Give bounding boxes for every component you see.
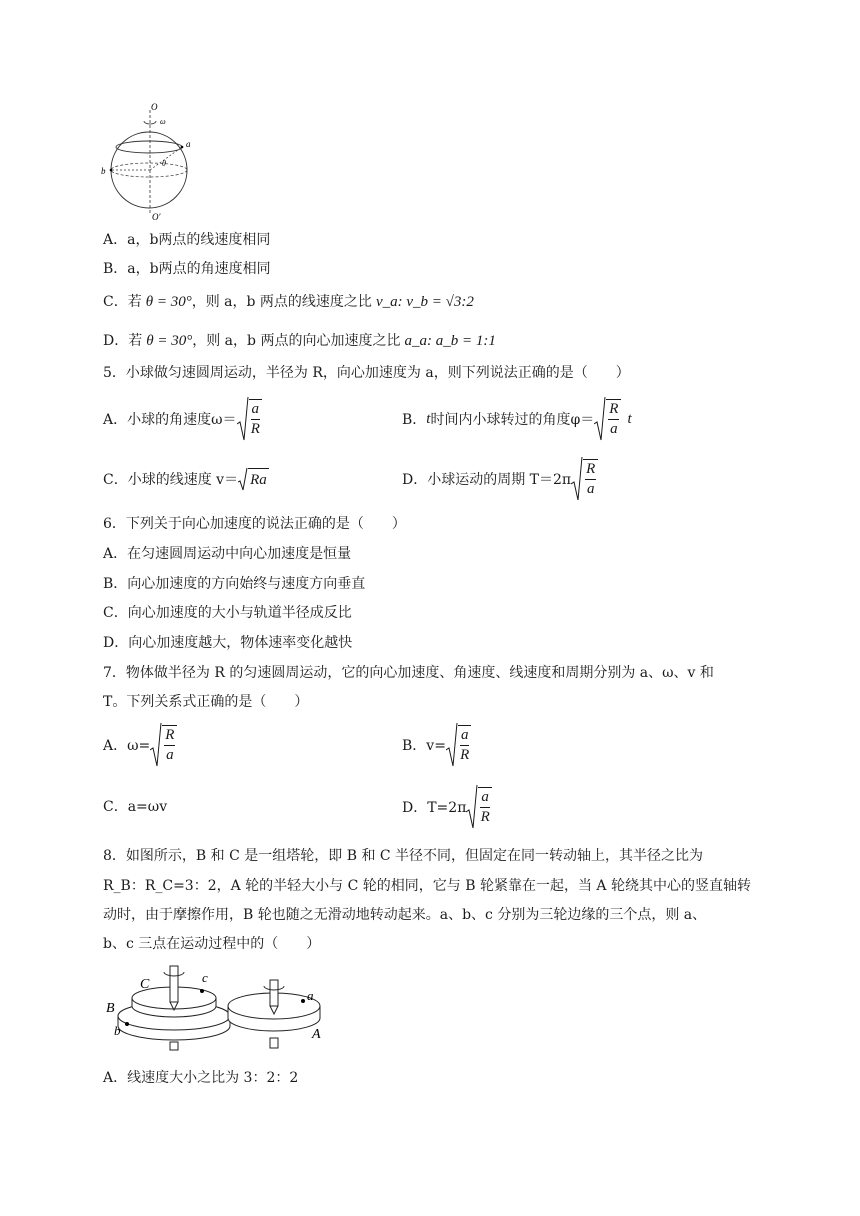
q7-stem-line1: 7．物体做半径为 R 的匀速圆周运动，它的向心加速度、角速度、线速度和周期分别为 a、ω、v 和 [103, 665, 714, 681]
q7-a-sqrt [150, 722, 177, 768]
q4-d-mid: ，则 a，b 两点的向心加速度之比 [192, 333, 401, 349]
label-omega: ω [160, 117, 166, 126]
q7-b-den: R [460, 747, 470, 763]
q5-b-prefix: B． [402, 412, 427, 428]
q7-b-num: a [460, 726, 470, 746]
pulley-figure [104, 958, 344, 1054]
q4-d-expr: a_a: a_b = 1:1 [404, 333, 496, 349]
q8-stem-line2: R_B：R_C=3：2，A 轮的半轻大小与 C 轮的相同，它与 B 轮紧靠在一起，当 A 轮绕其中心的竖直轴转 [103, 878, 751, 894]
q4-option-d [103, 331, 496, 351]
q8-stem-line3: 动时，由于摩擦作用，B 轮也随之无滑动地转动起来。a、b、c 分别为三轮边缘的三个点，则 a、 [103, 907, 707, 923]
label-a: a [186, 139, 191, 149]
label-theta: θ [162, 159, 166, 168]
q7-d-num: a [480, 788, 490, 808]
sphere-figure [100, 100, 200, 220]
q7-stem-line2: T。下列关系式正确的是（ ） [103, 694, 309, 710]
q5-b-sqrt [594, 396, 621, 442]
q7-option-a [103, 722, 177, 768]
q7-a-num: R [164, 726, 175, 746]
q5-b-num: R [608, 400, 619, 420]
q5-b-t2: t [627, 410, 632, 427]
label-A: A [312, 1027, 321, 1042]
label-C: C [140, 977, 150, 992]
q5-d-num: R [585, 460, 596, 480]
q4-c-expr: v_a: v_b = √3:2 [375, 294, 474, 310]
q5-a-num: a [251, 400, 261, 420]
q4-c-theta: θ = 30° [145, 294, 192, 310]
q5-a-sqrt [237, 396, 263, 442]
label-O-prime: O′ [152, 212, 161, 220]
label-B: B [106, 1001, 115, 1016]
q6-option-b: B．向心加速度的方向始终与速度方向垂直 [103, 576, 366, 592]
label-b: b [114, 1023, 121, 1038]
q7-d-sqrt [466, 784, 492, 830]
q6-option-c: C．向心加速度的大小与轨道半径成反比 [103, 605, 352, 621]
q7-a-den: a [166, 747, 174, 763]
q7-option-d [402, 784, 492, 830]
label-a: a [307, 988, 314, 1003]
q8-stem-line1: 8．如图所示，B 和 C 是一组塔轮，即 B 和 C 半径不同，但固定在同一转动轴上，其半径之比为 [103, 848, 704, 864]
q5-b-t1: t [426, 410, 431, 427]
q4-option-c [103, 292, 474, 312]
q5-b-mid: 时间内小球转过的角度φ＝ [430, 412, 595, 428]
q8-stem-line4: b、c 三点在运动过程中的（ ） [103, 936, 321, 952]
q5-option-b [402, 396, 632, 442]
q5-c-rad: Ra [248, 468, 269, 491]
q5-b-den: a [610, 421, 618, 437]
q7-d-den: R [480, 809, 490, 825]
q5-stem: 5．小球做匀速圆周运动，半径为 R，向心加速度为 a，则下列说法正确的是（ ） [103, 365, 630, 381]
q5-d-den: a [586, 481, 595, 497]
q7-d-text: D．T=2π [402, 800, 467, 816]
q5-c-sqrt [238, 467, 269, 491]
q6-option-d: D．向心加速度越大，物体速率变化越快 [103, 635, 353, 651]
q4-option-b: B．a，b两点的角速度相同 [103, 261, 271, 277]
q6-stem: 6．下列关于向心加速度的说法正确的是（ ） [103, 516, 406, 532]
q6-option-a: A．在匀速圆周运动中向心加速度是恒量 [103, 546, 352, 562]
label-c: c [202, 970, 208, 985]
q4-option-a: A．a，b两点的线速度相同 [103, 232, 271, 248]
q7-option-b [402, 722, 471, 768]
q7-option-c: C．a=ωv [103, 799, 168, 815]
q7-a-text: A．ω= [103, 738, 151, 754]
q8-option-a: A．线速度大小之比为 3：2：2 [103, 1070, 299, 1086]
label-O: O [151, 102, 158, 112]
q7-b-sqrt [446, 722, 472, 768]
q5-a-text: A．小球的角速度ω＝ [103, 412, 237, 428]
q4-d-prefix: D．若 [103, 333, 143, 349]
q5-option-c [103, 467, 269, 491]
q4-c-mid: ，则 a，b 两点的线速度之比 [191, 294, 372, 310]
q5-d-sqrt [571, 456, 598, 502]
q7-b-text: B．v= [402, 738, 446, 754]
q5-a-den: R [250, 421, 260, 437]
q4-d-theta: θ = 30° [146, 333, 193, 349]
label-b: b [101, 166, 106, 176]
q4-c-prefix: C．若 [103, 294, 142, 310]
q5-d-text: D．小球运动的周期 T＝2π [402, 472, 572, 488]
q5-option-a [103, 396, 262, 442]
q5-option-d [402, 456, 598, 502]
q5-c-text: C．小球的线速度 v＝ [103, 472, 239, 488]
